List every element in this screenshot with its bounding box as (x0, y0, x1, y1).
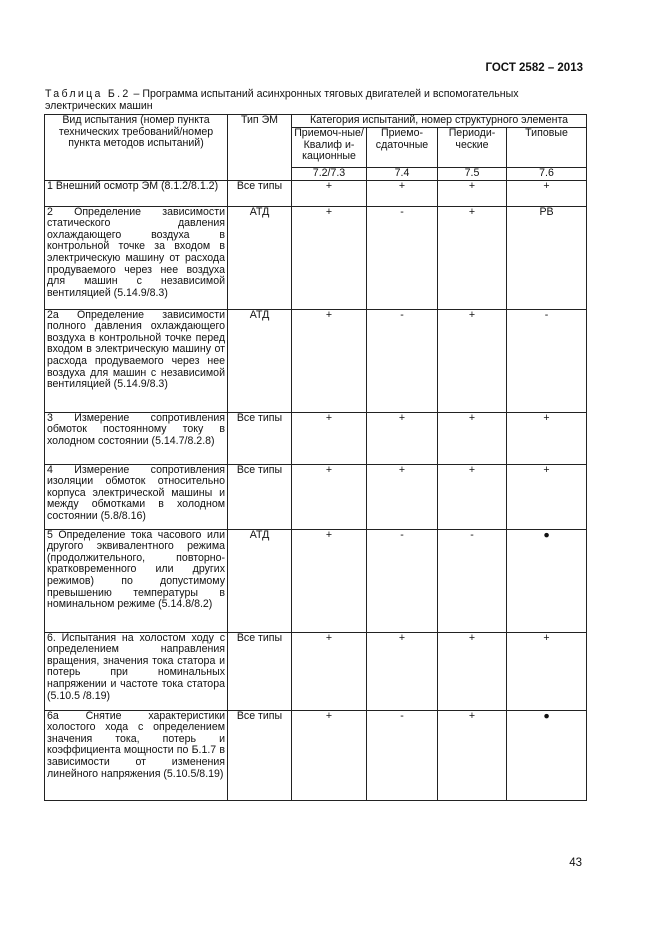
header-periodic: Периоди-ческие (438, 128, 507, 168)
row-test: 6а Снятие характеристики холостого хода с определением значения тока, потерь и коэффициента мощности по Б.1.7 в зависимости от изменения линейного напряжения (5.10.5/8.19) (45, 710, 228, 800)
table-row (45, 464, 587, 529)
header-delivery-code: 7.4 (367, 168, 438, 181)
row-type: Все типы (228, 710, 292, 800)
row-value: - (367, 710, 438, 800)
table-row (45, 632, 587, 710)
row-test: 5 Определение тока часового или другого эквивалентного режима (продолжительного, повторно-кратковременного или других режимов) по допустимому превышению температуры в номинальном режиме (5.14.8/8.2) (45, 529, 228, 632)
row-value: + (292, 309, 367, 412)
table-row (45, 309, 587, 412)
row-value: ● (507, 710, 587, 800)
row-test: 3 Измерение сопротивления обмоток постоянному току в холодном состоянии (5.14.7/8.2.8) (45, 412, 228, 464)
header-type-tests: Типовые (507, 128, 587, 168)
header-test-type: Вид испытания (номер пункта технических требований/номер пункта методов испытаний) (45, 115, 228, 181)
header-category: Категория испытаний, номер структурного элемента (292, 115, 587, 128)
row-type: Все типы (228, 632, 292, 710)
row-value: + (438, 464, 507, 529)
row-value: + (292, 710, 367, 800)
table-row (45, 710, 587, 800)
row-value: + (292, 412, 367, 464)
row-value: + (438, 206, 507, 309)
table-caption (45, 89, 585, 112)
row-value: + (507, 632, 587, 710)
row-value: + (507, 180, 587, 206)
row-value: + (292, 180, 367, 206)
row-test: 1 Внешний осмотр ЭМ (8.1.2/8.1.2) (45, 180, 228, 206)
row-value: - (367, 206, 438, 309)
table-row (45, 180, 587, 206)
row-value: + (438, 412, 507, 464)
header-type-tests-code: 7.6 (507, 168, 587, 181)
header-machine-type: Тип ЭМ (228, 115, 292, 181)
row-value: - (367, 529, 438, 632)
row-value: ● (507, 529, 587, 632)
row-value: РВ (507, 206, 587, 309)
row-type: Все типы (228, 180, 292, 206)
row-value: - (507, 309, 587, 412)
document-id: ГОСТ 2582 – 2013 (485, 62, 583, 74)
row-value: - (438, 529, 507, 632)
row-value: + (507, 464, 587, 529)
row-test: 2а Определение зависимости полного давления охлаждающего воздуха в контрольной точке перед входом в электрическую машину от расхода продуваемого через нее воздуха для машин с независимой вентиляцией (5.14.9/8.3) (45, 309, 228, 412)
row-value: + (438, 309, 507, 412)
table-row (45, 529, 587, 632)
header-acceptance: Приемоч-ные/Квалиф и-кационные (292, 128, 367, 168)
page-number: 43 (569, 857, 582, 869)
row-test: 4 Измерение сопротивления изоляции обмоток относительно корпуса электрической машины и между обмотками в холодном состоянии (5.8/8.16) (45, 464, 228, 529)
table-caption-label: Таблица Б.2 (45, 88, 131, 100)
row-value: + (367, 632, 438, 710)
table-row (45, 206, 587, 309)
row-type: АТД (228, 206, 292, 309)
row-value: + (438, 180, 507, 206)
row-value: + (292, 464, 367, 529)
row-value: + (367, 180, 438, 206)
row-value: + (292, 529, 367, 632)
row-test: 6. Испытания на холостом ходу с определением направления вращения, значения тока статора и потерь при номинальных напряжении и частоте тока статора (5.10.5 /8.19) (45, 632, 228, 710)
row-value: - (367, 309, 438, 412)
row-value: + (367, 412, 438, 464)
row-type: АТД (228, 529, 292, 632)
table-caption-text: – Программа испытаний асинхронных тяговых двигателей и вспомогательных электрических машин (45, 88, 519, 112)
row-value: + (292, 206, 367, 309)
row-value: + (507, 412, 587, 464)
row-type: АТД (228, 309, 292, 412)
test-program-table (44, 114, 587, 801)
row-type: Все типы (228, 464, 292, 529)
header-acceptance-code: 7.2/7.3 (292, 168, 367, 181)
row-value: + (438, 710, 507, 800)
table-row (45, 412, 587, 464)
row-value: + (292, 632, 367, 710)
row-value: + (367, 464, 438, 529)
row-value: + (438, 632, 507, 710)
row-test: 2 Определение зависимости статического давления охлаждающего воздуха в контрольной точке за входом в электрическую машину от расхода продуваемого через нее воздуха для машин с независимой вентиляцией (5.14.9/8.3) (45, 206, 228, 309)
header-delivery: Приемо-сдаточные (367, 128, 438, 168)
header-periodic-code: 7.5 (438, 168, 507, 181)
row-type: Все типы (228, 412, 292, 464)
